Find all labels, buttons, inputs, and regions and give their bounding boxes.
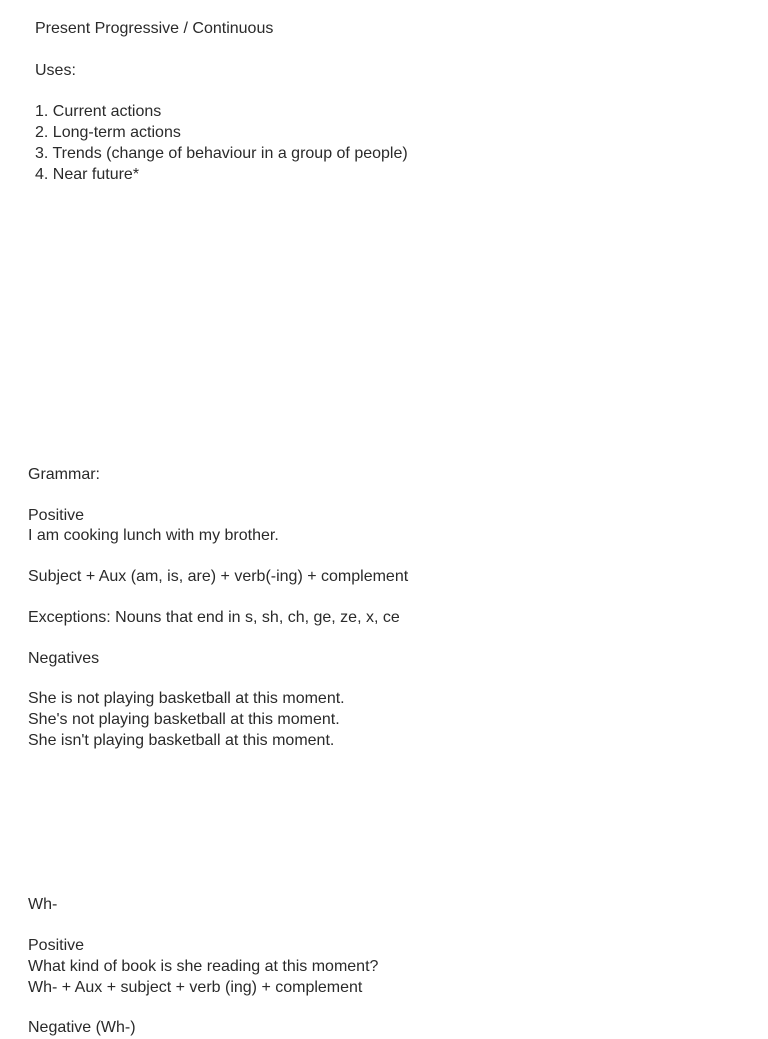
grammar-heading: Grammar: <box>28 466 100 483</box>
negative-example: She isn't playing basketball at this moment. <box>28 732 335 749</box>
uses-list-item: 4. Near future* <box>35 166 140 183</box>
wh-formula: Wh- + Aux + subject + verb (ing) + complement <box>28 979 363 996</box>
negative-example: She's not playing basketball at this moment. <box>28 711 340 728</box>
wh-negative-heading-partial: Negative (Wh-) <box>28 1019 136 1036</box>
negatives-heading: Negatives <box>28 650 100 667</box>
uses-list-item: 1. Current actions <box>35 103 162 120</box>
positive-heading: Positive <box>28 507 85 524</box>
positive-example: I am cooking lunch with my brother. <box>28 527 279 544</box>
wh-positive-example: What kind of book is she reading at this moment? <box>28 958 379 975</box>
wh-positive-heading: Positive <box>28 937 85 954</box>
uses-list-item: 3. Trends (change of behaviour in a group of people) <box>35 145 408 162</box>
exceptions-note: Exceptions: Nouns that end in s, sh, ch, ge, ze, x, ce <box>28 609 400 626</box>
document-title: Present Progressive / Continuous <box>35 20 274 37</box>
negative-example: She is not playing basketball at this moment. <box>28 690 345 707</box>
uses-heading: Uses: <box>35 62 76 79</box>
grammar-formula: Subject + Aux (am, is, are) + verb(-ing) + complement <box>28 568 409 585</box>
uses-list-item: 2. Long-term actions <box>35 124 181 141</box>
wh-heading: Wh- <box>28 896 58 913</box>
